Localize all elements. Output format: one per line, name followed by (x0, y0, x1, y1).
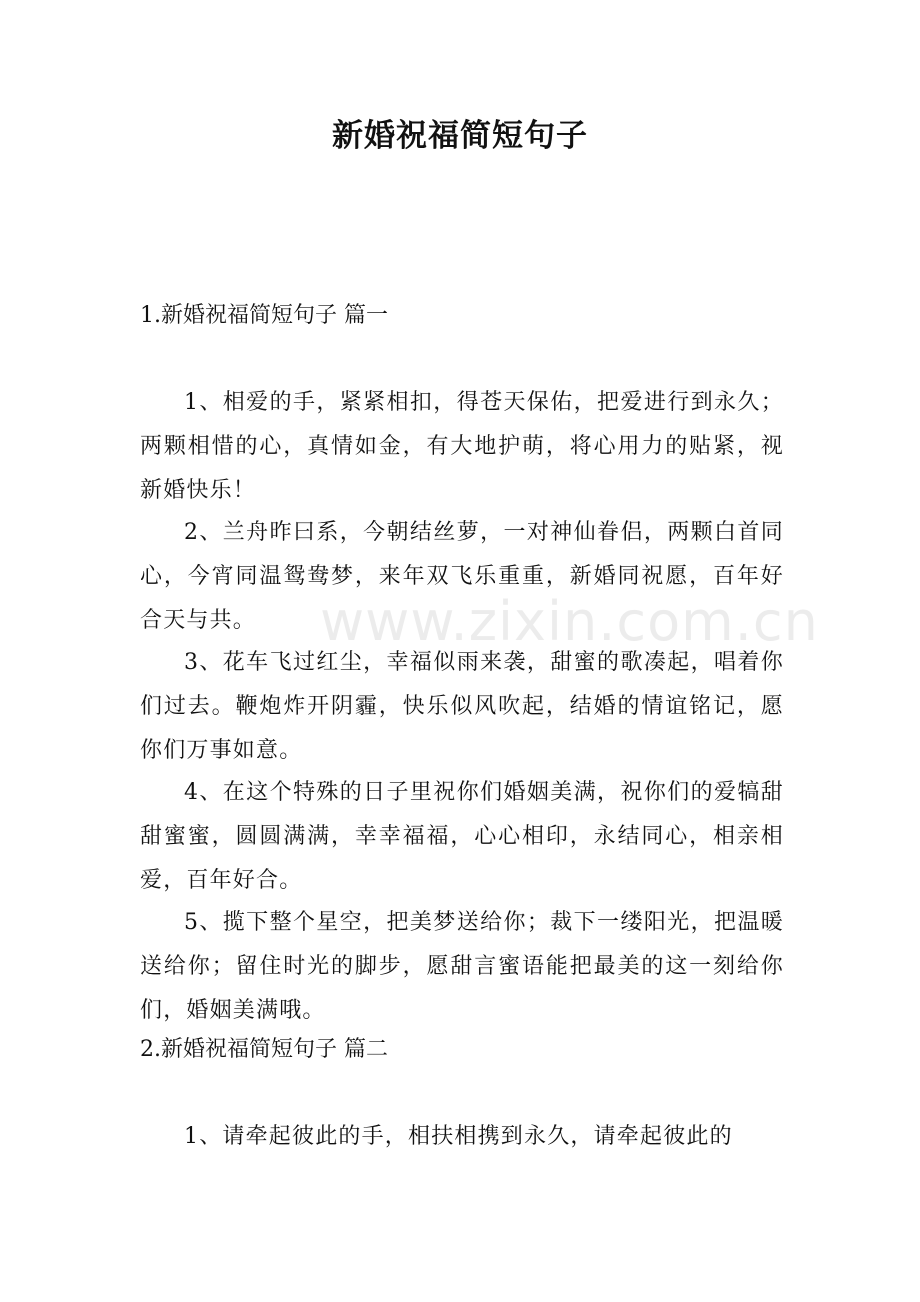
paragraph: 1、请牵起彼此的手，相扶相携到永久，请牵起彼此的 (184, 1124, 733, 1149)
paragraph: 3、花车飞过红尘，幸福似雨来袭，甜蜜的歌凑起，唱着你们过去。鞭炮炸开阴霾，快乐似风吹起，结婚的情谊铭记，愿你们万事如意。 (140, 650, 784, 763)
paragraph: 2、兰舟昨曰系，今朝结丝萝，一对神仙眷侣，两颗白首同心，今宵同温鸳鸯梦，来年双飞乐重重，新婚同祝愿，百年好合天与共。 (140, 520, 784, 633)
page-title: 新婚祝福简短句子 (332, 118, 588, 154)
watermark: www.zixin.com.cn (320, 590, 819, 653)
paragraph: 4、在这个特殊的日子里祝你们婚姻美满，祝你们的爱犒甜甜蜜蜜，圆圆满满，幸幸福福，心心相印，永结同心，相亲相爱，百年好合。 (140, 780, 784, 893)
paragraph: 5、揽下整个星空，把美梦送给你；裁下一缕阳光，把温暖送给你；留住时光的脚步，愿甜言蜜语能把最美的这一刻给你们，婚姻美满哦。 (140, 910, 784, 1023)
section-heading-2: 2.新婚祝福简短句子 篇二 (140, 1037, 388, 1062)
section-heading-1: 1.新婚祝福简短句子 篇一 (140, 303, 388, 328)
paragraph: 1、相爱的手，紧紧相扣，得苍天保佑，把爱进行到永久；两颗相惜的心，真情如金，有大地护萌，将心用力的贴紧，视新婚快乐！ (140, 390, 784, 503)
